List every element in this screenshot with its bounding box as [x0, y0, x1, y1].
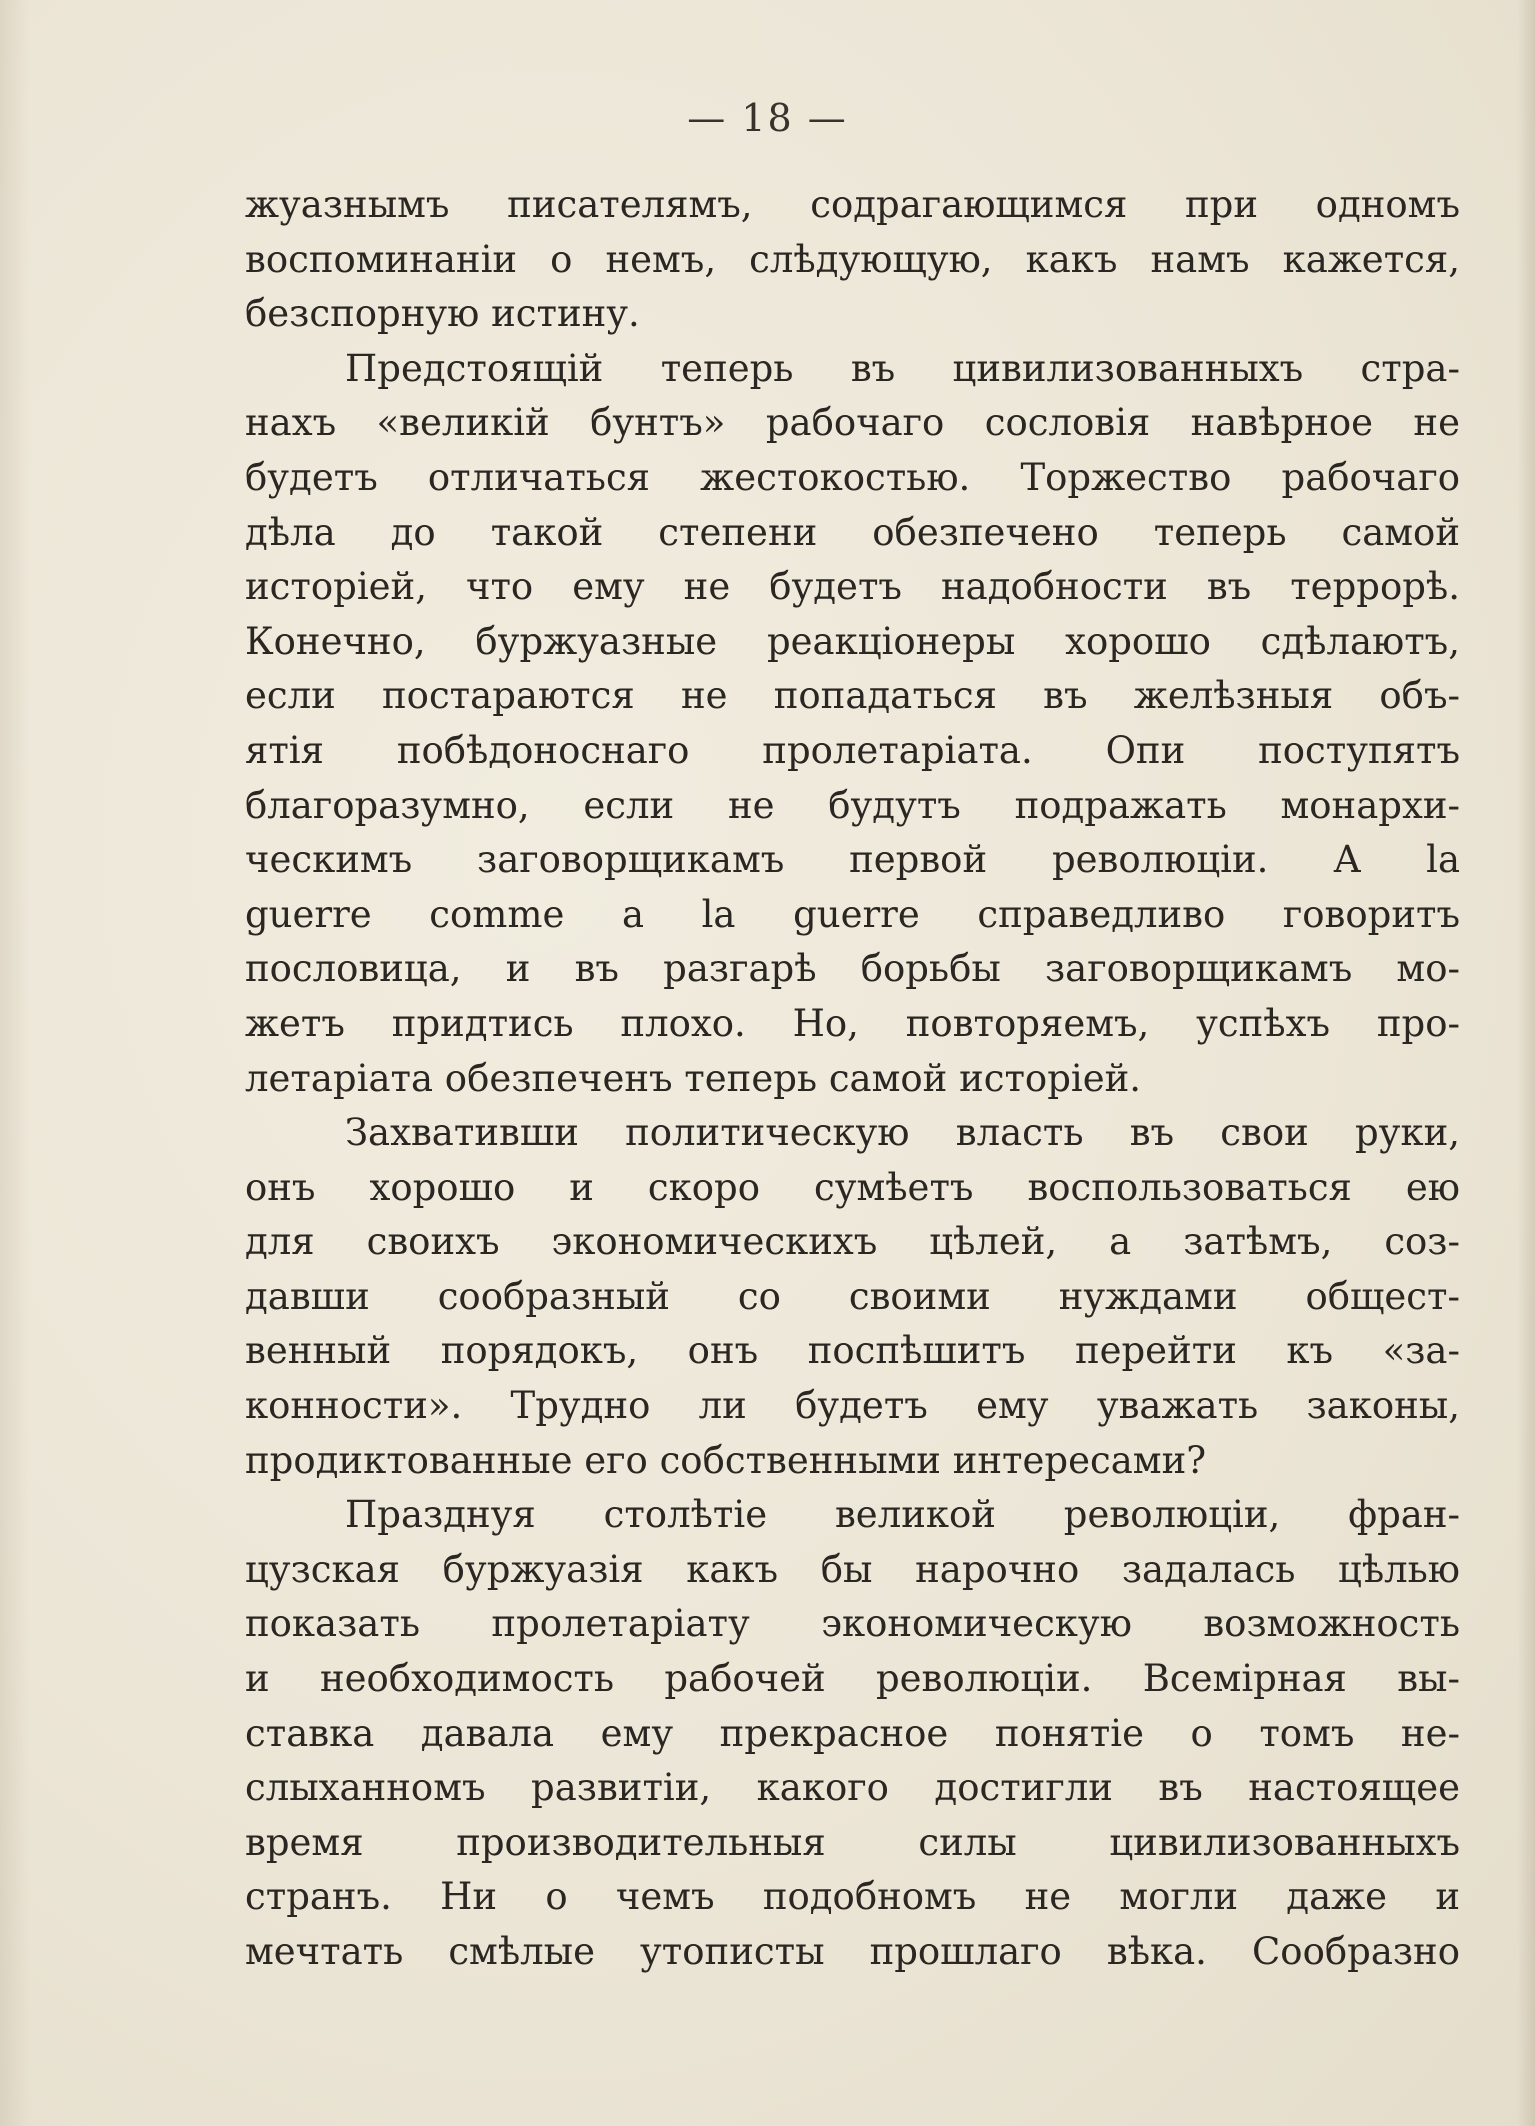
text-line: летарiата обезпеченъ теперь самой исторiей. — [245, 1056, 1142, 1100]
text-line: благоразумно, если не будутъ подражать монархи- — [245, 783, 1460, 827]
page-edge-shadow — [1517, 0, 1535, 2126]
text-line: мечтать смѣлые утописты прошлаго вѣка. Сообразно — [245, 1930, 1460, 1973]
text-line: ческимъ заговорщикамъ первой революцiи. А la — [245, 838, 1460, 882]
text-line: цузская буржуазiя какъ бы нарочно задалась цѣлью — [245, 1547, 1460, 1591]
text-line: воспоминанiи о немъ, слѣдующую, какъ намъ кажется, — [245, 237, 1460, 281]
text-line: венный порядокъ, онъ поспѣшитъ перейти къ «за- — [245, 1329, 1460, 1373]
text-line: конности». Трудно ли будетъ ему уважать законы, — [245, 1384, 1460, 1428]
text-line: слыханномъ развитiи, какого достигли въ настоящее — [245, 1766, 1460, 1810]
text-line: жетъ придтись плохо. Но, повторяемъ, успѣхъ про- — [245, 1001, 1460, 1045]
page-gutter-shadow — [0, 0, 30, 2126]
text-line: ставка давала ему прекрасное понятiе о томъ не- — [245, 1711, 1460, 1755]
text-line: показать пролетарiату экономическую возможность — [245, 1602, 1460, 1646]
text-line: время производительныя силы цивилизованныхъ — [245, 1820, 1460, 1864]
text-line: жуазнымъ писателямъ, содрагающимся при одномъ — [245, 183, 1460, 226]
text-line: продиктованные его собственными интересами? — [245, 1438, 1207, 1482]
text-line: Конечно, буржуазные реакцiонеры хорошо сдѣлаютъ, — [245, 619, 1460, 663]
text-line: Празднуя столѣтiе великой революцiи, фран- — [345, 1493, 1460, 1537]
page-number-header: — 18 — — [687, 96, 848, 140]
text-line: ятiя побѣдоноснаго пролетарiата. Опи поступятъ — [245, 728, 1460, 772]
text-line: для своихъ экономическихъ цѣлей, а затѣмъ, соз- — [245, 1220, 1460, 1264]
text-line: Предстоящiй теперь въ цивилизованныхъ стра- — [345, 346, 1460, 390]
text-line: Захвативши политическую власть въ свои руки, — [345, 1111, 1460, 1155]
text-line: пословица, и въ разгарѣ борьбы заговорщикамъ мо- — [245, 947, 1460, 991]
text-line: странъ. Ни о чемъ подобномъ не могли даже и — [245, 1875, 1460, 1919]
text-line: и необходимость рабочей революцiи. Всемiрная вы- — [245, 1657, 1460, 1701]
text-line: будетъ отличаться жестокостью. Торжество рабочаго — [245, 455, 1460, 499]
text-line: guerre comme a la guerre справедливо говоритъ — [245, 892, 1460, 936]
text-line: если постараются не попадаться въ желѣзныя объ- — [245, 674, 1460, 718]
text-line: нахъ «великiй бунтъ» рабочаго сословiя навѣрное не — [245, 401, 1460, 445]
text-line: давши сообразный со своими нуждами общест- — [245, 1274, 1460, 1318]
text-line: исторiей, что ему не будетъ надобности въ террорѣ. — [245, 565, 1460, 609]
body-text — [245, 178, 1460, 1980]
text-line: безспорную истину. — [245, 292, 640, 336]
text-line: дѣла до такой степени обезпечено теперь самой — [245, 510, 1460, 554]
text-line: онъ хорошо и скоро сумѣетъ воспользоваться ею — [245, 1165, 1460, 1209]
